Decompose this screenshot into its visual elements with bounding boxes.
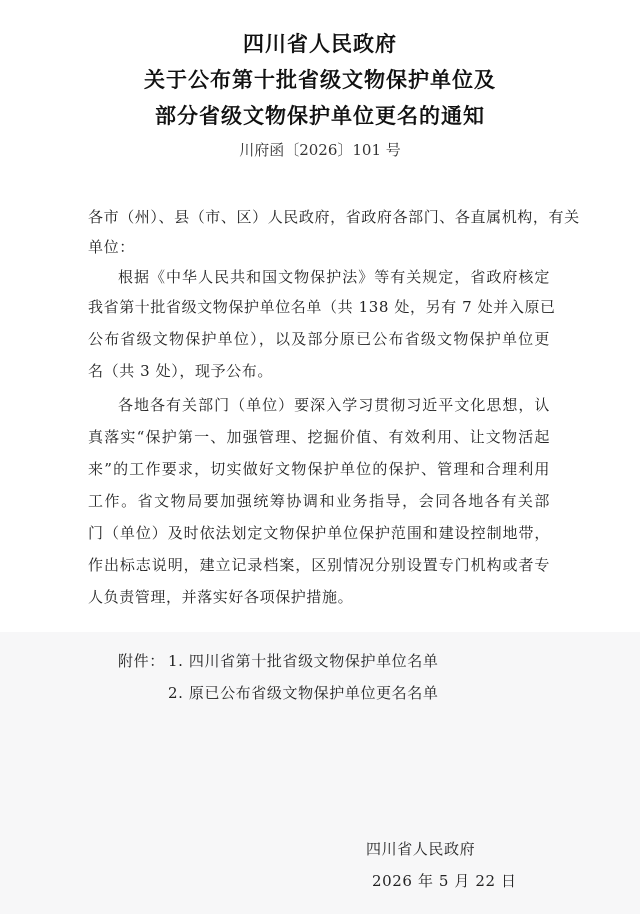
title-line-1: 四川省人民政府: [243, 31, 397, 56]
title-line-2: 关于公布第十批省级文物保护单位及: [144, 67, 496, 92]
body-line: 各市（州）、县（市、区）人民政府，省政府各部门、各直属机构，有关: [88, 208, 580, 226]
body-line: 作出标志说明，建立记录档案，区别情况分别设置专门机构或者专: [88, 556, 550, 574]
attachment-item: 1. 四川省第十批省级文物保护单位名单: [168, 652, 439, 670]
attachments-label: 附件：: [118, 652, 165, 670]
body-line: 真落实“保护第一、加强管理、挖掘价值、有效利用、让文物活起: [88, 428, 550, 446]
body-line: 根据《中华人民共和国文物保护法》等有关规定，省政府核定: [118, 268, 550, 286]
issue-date: 2026 年 5 月 22 日: [372, 872, 517, 890]
body-line: 各地各有关部门（单位）要深入学习贯彻习近平文化思想，认: [118, 396, 550, 414]
attachment-item: 2. 原已公布省级文物保护单位更名名单: [168, 684, 439, 702]
body-line: 门（单位）及时依法划定文物保护单位保护范围和建设控制地带，: [88, 524, 550, 542]
body-line: 工作。省文物局要加强统筹协调和业务指导，会同各地各有关部: [88, 492, 550, 510]
body-line: 人负责管理，并落实好各项保护措施。: [88, 588, 354, 606]
body-line: 来”的工作要求，切实做好文物保护单位的保护、管理和合理利用: [88, 460, 550, 478]
body-line: 单位：: [88, 238, 135, 256]
body-line: 名（共 3 处），现予公布。: [88, 362, 273, 380]
title-line-3: 部分省级文物保护单位更名的通知: [155, 103, 485, 128]
issuer-name: 四川省人民政府: [366, 840, 476, 858]
body-line: 公布省级文物保护单位），以及部分原已公布省级文物保护单位更: [88, 330, 550, 348]
document-lower-area: [0, 632, 640, 914]
body-line: 我省第十批省级文物保护单位名单（共 138 处，另有 7 处并入原已: [88, 298, 556, 316]
document-number: 川府函〔2026〕101 号: [239, 141, 401, 159]
